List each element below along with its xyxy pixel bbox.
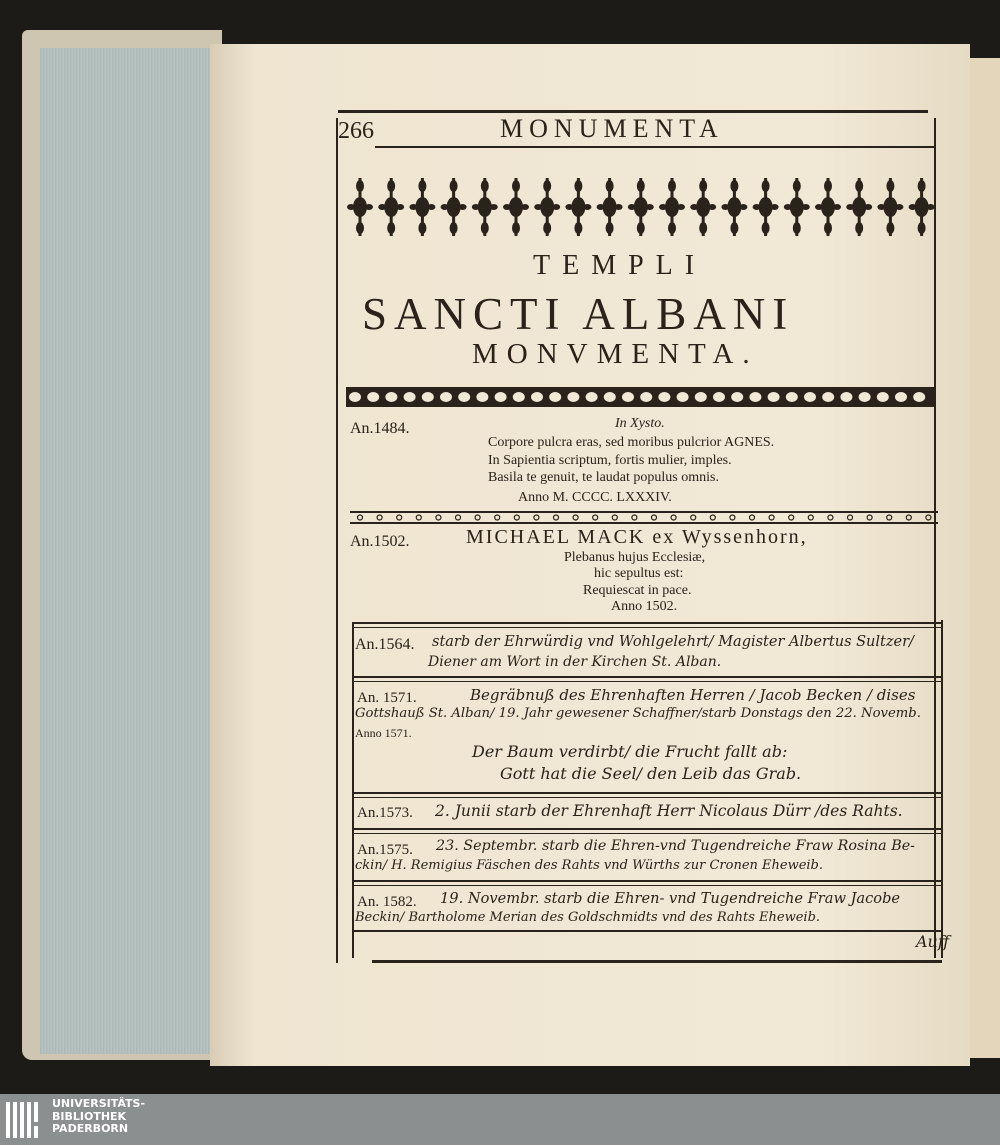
entry-line: In Xysto. bbox=[615, 416, 665, 431]
divider-rule bbox=[352, 622, 942, 624]
library-name-line: UNIVERSITÄTS- bbox=[52, 1097, 146, 1110]
dot-ornament bbox=[652, 515, 657, 520]
dot-ornament bbox=[906, 515, 911, 520]
dot-ornament bbox=[750, 515, 755, 520]
divider-rule bbox=[352, 792, 942, 794]
divider-rule bbox=[352, 930, 942, 932]
fleuron-ornament-row bbox=[345, 176, 935, 238]
dot-ornament bbox=[612, 515, 617, 520]
band-ornament bbox=[877, 392, 889, 402]
dot-ornament bbox=[456, 515, 461, 520]
entry-line: Anno 1502. bbox=[611, 599, 678, 614]
entry-year: An.1573. bbox=[357, 805, 413, 821]
band-ornament bbox=[658, 392, 670, 402]
dot-ornament bbox=[397, 515, 402, 520]
band-ornament bbox=[622, 392, 634, 402]
band-ornament bbox=[695, 392, 707, 402]
fleuron-glyph bbox=[378, 178, 404, 236]
fleuron-glyph bbox=[909, 178, 935, 236]
band-ornament bbox=[604, 392, 616, 402]
divider-rule bbox=[352, 676, 942, 678]
footer-bar bbox=[0, 1094, 1000, 1145]
band-ornament bbox=[749, 392, 761, 402]
ornament-band bbox=[346, 386, 936, 408]
band-ornament bbox=[804, 392, 816, 402]
fleuron-glyph bbox=[690, 178, 716, 236]
entry-line: Plebanus hujus Ecclesiæ, bbox=[564, 550, 706, 565]
band-ornament bbox=[713, 392, 725, 402]
dot-ornament bbox=[789, 515, 794, 520]
entry-line: hic sepultus est: bbox=[594, 566, 684, 581]
title-line-3: MONVMENTA. bbox=[472, 338, 759, 370]
band-ornament bbox=[567, 392, 579, 402]
band-ornament bbox=[349, 392, 361, 402]
dot-ornament bbox=[828, 515, 833, 520]
divider-rule bbox=[352, 880, 942, 882]
fleuron-glyph bbox=[597, 178, 623, 236]
band-ornament bbox=[822, 392, 834, 402]
fleuron-glyph bbox=[503, 178, 529, 236]
dot-ornament bbox=[554, 515, 559, 520]
fleuron-glyph bbox=[877, 178, 903, 236]
entry-line: Beckin/ Bartholome Merian des Goldschmidts vnd des Rahts Eheweib. bbox=[355, 910, 821, 925]
dot-ornament bbox=[593, 515, 598, 520]
fleuron-glyph bbox=[784, 178, 810, 236]
fleuron-glyph bbox=[846, 178, 872, 236]
entry-line: 19. Novembr. starb die Ehren- vnd Tugendreiche Fraw Jacobe bbox=[440, 890, 901, 907]
entry-line: Der Baum verdirbt/ die Frucht fallt ab: bbox=[472, 742, 788, 761]
dot-ornament bbox=[514, 515, 519, 520]
entry-line: Requiescat in pace. bbox=[583, 583, 692, 598]
band-ornament bbox=[859, 392, 871, 402]
entry-line: 23. Septembr. starb die Ehren-vnd Tugendreiche Fraw Rosina Be- bbox=[436, 838, 916, 854]
book-page-edges bbox=[40, 48, 210, 1054]
dot-ornament bbox=[769, 515, 774, 520]
band-ornament bbox=[440, 392, 452, 402]
library-name-line: BIBLIOTHEK bbox=[52, 1109, 127, 1123]
entry-line: ckin/ H. Remigius Fäschen des Rahts vnd Würths zur Cronen Eheweib. bbox=[355, 858, 823, 873]
frame-top-rule bbox=[338, 110, 928, 113]
band-ornament bbox=[404, 392, 416, 402]
band-ornament bbox=[385, 392, 397, 402]
band-ornament bbox=[895, 392, 907, 402]
fleuron-glyph bbox=[347, 178, 373, 236]
dot-ornament bbox=[867, 515, 872, 520]
dot-ornament bbox=[416, 515, 421, 520]
dot-ornament bbox=[495, 515, 500, 520]
dot-ornament bbox=[887, 515, 892, 520]
title-line-2: SANCTI ALBANI bbox=[362, 289, 795, 339]
entry-line: Gottshauß St. Alban/ 19. Jahr gewesener Schaffner/starb Donstags den 22. Novemb. bbox=[355, 706, 921, 721]
dot-ornament bbox=[436, 515, 441, 520]
title-line-1: TEMPLI bbox=[533, 250, 707, 281]
entry-line: Corpore pulcra eras, sed moribus pulcrior AGNES. bbox=[488, 435, 775, 450]
band-ornament bbox=[458, 392, 470, 402]
dot-ornament bbox=[358, 515, 363, 520]
dot-ornament bbox=[534, 515, 539, 520]
band-ornament bbox=[549, 392, 561, 402]
entry-line: Anno M. CCCC. LXXXIV. bbox=[518, 490, 672, 505]
band-ornament bbox=[840, 392, 852, 402]
band-ornament bbox=[913, 392, 925, 402]
band-ornament bbox=[422, 392, 434, 402]
entry-line: Basila te genuit, te laudat populus omnis. bbox=[488, 470, 719, 485]
library-name bbox=[52, 1098, 145, 1136]
dot-ornament bbox=[808, 515, 813, 520]
entry-year: An.1575. bbox=[357, 842, 413, 858]
band-ornament bbox=[476, 392, 488, 402]
fleuron-glyph bbox=[815, 178, 841, 236]
dot-ornament bbox=[377, 515, 382, 520]
band-ornament bbox=[367, 392, 379, 402]
catchword: Auff bbox=[916, 932, 950, 951]
entry-year: An.1484. bbox=[350, 420, 410, 437]
divider-rule bbox=[352, 681, 942, 682]
fleuron-glyph bbox=[659, 178, 685, 236]
dotted-rule bbox=[350, 510, 938, 526]
fleuron-glyph bbox=[753, 178, 779, 236]
fleuron-glyph bbox=[409, 178, 435, 236]
dot-ornament bbox=[926, 515, 931, 520]
entry-line: In Sapientia scriptum, fortis mulier, imples. bbox=[488, 453, 732, 468]
dot-ornament bbox=[632, 515, 637, 520]
divider-rule bbox=[352, 833, 942, 834]
entry-year: An.1564. bbox=[355, 636, 415, 653]
header-rule bbox=[375, 146, 935, 148]
dot-ornament bbox=[848, 515, 853, 520]
fleuron-glyph bbox=[721, 178, 747, 236]
dot-ornament bbox=[573, 515, 578, 520]
entry-line: 2. Junii starb der Ehrenhaft Herr Nicolaus Dürr /des Rahts. bbox=[435, 802, 903, 820]
library-name-line: PADERBORN bbox=[52, 1122, 129, 1135]
fleuron-glyph bbox=[565, 178, 591, 236]
fleuron-glyph bbox=[628, 178, 654, 236]
divider-rule bbox=[352, 627, 942, 628]
box-right-rule bbox=[941, 620, 943, 958]
divider-rule bbox=[352, 885, 942, 886]
running-head: MONUMENTA bbox=[500, 114, 724, 143]
entry-line: MICHAEL MACK ex Wyssenhorn, bbox=[466, 526, 808, 548]
dot-ornament bbox=[691, 515, 696, 520]
frame-right-rule bbox=[934, 118, 936, 958]
band-ornament bbox=[531, 392, 543, 402]
dot-ornament bbox=[671, 515, 676, 520]
fleuron-glyph bbox=[534, 178, 560, 236]
entry-year: An. 1571. bbox=[357, 690, 417, 706]
band-ornament bbox=[495, 392, 507, 402]
frame-bottom-rule bbox=[372, 960, 942, 963]
band-ornament bbox=[586, 392, 598, 402]
dot-ornament bbox=[710, 515, 715, 520]
entry-line: Anno 1571. bbox=[355, 726, 412, 740]
fleuron-glyph bbox=[441, 178, 467, 236]
entry-line: Begräbnuß des Ehrenhaften Herren / Jacob Becken / dises bbox=[470, 686, 916, 704]
box-left-rule bbox=[352, 622, 354, 958]
band-ornament bbox=[640, 392, 652, 402]
band-ornament bbox=[731, 392, 743, 402]
band-ornament bbox=[677, 392, 689, 402]
entry-line: starb der Ehrwürdig vnd Wohlgelehrt/ Magister Albertus Sultzer/ bbox=[432, 634, 914, 650]
band-ornament bbox=[786, 392, 798, 402]
divider-rule bbox=[352, 797, 942, 798]
fleuron-glyph bbox=[472, 178, 498, 236]
library-logo-icon bbox=[6, 1100, 42, 1140]
entry-line: Diener am Wort in der Kirchen St. Alban. bbox=[428, 654, 722, 670]
frame-left-rule bbox=[336, 118, 338, 963]
entry-year: An. 1582. bbox=[357, 894, 417, 910]
band-ornament bbox=[768, 392, 780, 402]
entry-year: An.1502. bbox=[350, 533, 410, 550]
page-number: 266 bbox=[338, 118, 374, 144]
entry-line: Gott hat die Seel/ den Leib das Grab. bbox=[500, 764, 802, 783]
divider-rule bbox=[352, 828, 942, 830]
band-ornament bbox=[513, 392, 525, 402]
dot-ornament bbox=[730, 515, 735, 520]
dot-ornament bbox=[475, 515, 480, 520]
